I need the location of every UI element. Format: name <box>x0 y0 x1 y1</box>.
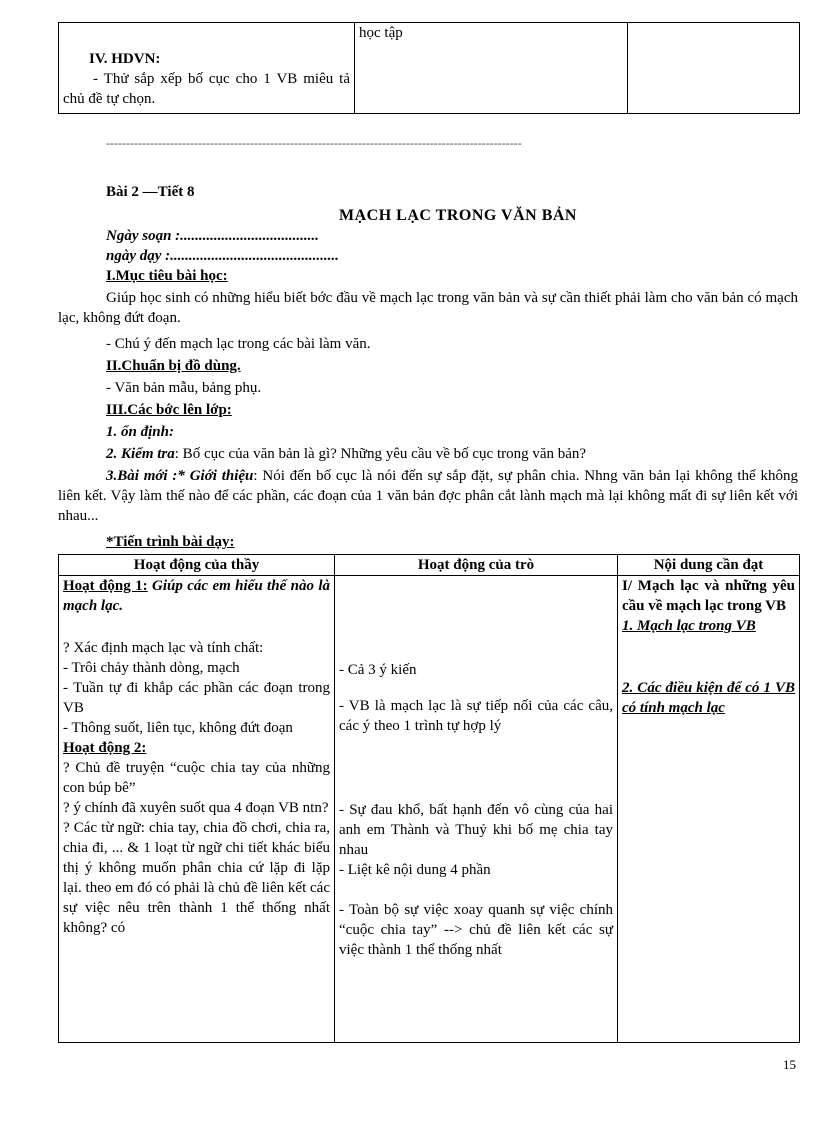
teacher-cell <box>59 576 335 1043</box>
content-subheading-2: 2. Các điều kiện để có 1 VB có tính mạch lạc <box>622 680 795 716</box>
step-2 <box>106 444 586 464</box>
top-table <box>58 22 800 114</box>
teacher-question-3: ? ý chính đã xuyên suốt qua 4 đoạn VB ntn? <box>63 800 329 816</box>
top-col2-cell <box>355 23 628 114</box>
student-response-4: - Liệt kê nội dung 4 phần <box>339 862 491 878</box>
teacher-question-4: ? Các từ ngữ: chia tay, chia đồ chơi, chia ra, chia đi, ... & 1 loạt từ ngữ chi tiết khác biểu thị ý không muốn phân chia cứ lặp đi lặp lại. theo em đó có phải là chủ đề liên kết các sự việc nêu trên thành 1 thể thống nhất không? có <box>63 820 330 936</box>
teacher-answer-3: - Thông suốt, liên tục, không đứt đoạn <box>63 720 293 736</box>
page-title <box>58 206 816 226</box>
student-response-2: - VB là mạch lạc là sự tiếp nối của các câu, các ý theo 1 trình tự hợp lý <box>339 698 613 734</box>
date-prepared: Ngày soạn :..................................... <box>106 228 319 244</box>
teacher-question-1: ? Xác định mạch lạc và tính chất: <box>63 640 264 656</box>
content-subheading-1: 1. Mạch lạc trong VB <box>622 618 756 634</box>
header-teacher: Hoạt động của thầy <box>59 555 335 576</box>
lesson-table <box>58 554 800 1043</box>
activity-1 <box>63 576 330 616</box>
lesson-heading: Bài 2 —Tiết 8 <box>106 184 195 200</box>
activity-1-title: Hoạt động 1: <box>63 578 148 594</box>
prep-heading: II.Chuẩn bị đồ dùng. <box>106 358 241 374</box>
objectives-note: - Chú ý đến mạch lạc trong các bài làm văn. <box>106 336 371 352</box>
hdvn-cell <box>59 23 355 114</box>
table-header-row <box>59 555 800 576</box>
content-cell <box>618 576 800 1043</box>
step-2-label: 2. Kiểm tra <box>106 446 175 462</box>
header-student: Hoạt động của trò <box>335 555 618 576</box>
process-heading: *Tiến trình bài dạy: <box>106 534 235 550</box>
step-3-label: 3.Bài mới :* Giới thiệu <box>106 468 254 484</box>
page-title-text: MẠCH LẠC TRONG VĂN BẢN <box>339 207 577 224</box>
student-response-5: - Toàn bộ sự việc xoay quanh sự việc chính “cuộc chia tay” --> chủ đề liên kết các sự việc thành 1 thể thống nhất <box>339 902 613 958</box>
student-response-3: - Sự đau khổ, bất hạnh đến vô cùng của hai anh em Thành và Thuỷ khi bố mẹ chia tay nhau <box>339 802 613 858</box>
objectives-text: Giúp học sinh có những hiểu biết bớc đầu về mạch lạc trong văn bản và sự cần thiết phải làm cho văn bản có mạch lạc, không đứt đoạn. <box>58 290 798 326</box>
student-response-1: - Cả 3 ý kiến <box>339 662 417 678</box>
top-col2-text: học tập <box>359 25 403 41</box>
prep-text: - Văn bản mẫu, bảng phụ. <box>106 380 262 396</box>
separator-line: -------------------------------------------------------------------------------------------------------- <box>106 136 522 150</box>
step-3 <box>58 466 798 526</box>
teacher-question-2: ? Chủ đề truyện “cuộc chia tay của những con búp bê” <box>63 760 330 796</box>
activity-2-title: Hoạt động 2: <box>63 740 147 756</box>
teacher-answer-1: - Trôi chảy thành dòng, mạch <box>63 660 240 676</box>
steps-heading: III.Các bớc lên lớp: <box>106 402 232 418</box>
top-col3-cell <box>628 23 800 114</box>
table-row <box>59 576 800 1043</box>
page-number: 15 <box>783 1057 796 1072</box>
teacher-answer-2: - Tuần tự đi khắp các phần các đoạn trong VB <box>63 680 330 716</box>
header-content: Nội dung cần đạt <box>618 555 800 576</box>
activity-1-desc: Giúp các em hiểu thế nào là mạch lạc. <box>63 578 331 614</box>
step-1: 1. ổn định: <box>106 424 174 440</box>
step-2-text: : Bố cục của văn bản là gì? Những yêu cầu về bố cục trong văn bản? <box>174 446 587 462</box>
date-taught: ngày dạy :............................................. <box>106 248 339 264</box>
step-3-text: : Nói đến bố cục là nói đến sự sắp đặt, sự phân chia. Nhng văn bản lại không thể không liên kết. Vậy làm thế nào để các phần, các đoạn của 1 văn bản đợc phân cắt lành mạch mà lại không mất đi sự liên kết với nhau... <box>58 468 798 524</box>
student-cell <box>335 576 618 1043</box>
objectives-heading: I.Mục tiêu bài học: <box>106 268 228 284</box>
content-title: I/ Mạch lạc và những yêu cầu về mạch lạc trong VB <box>622 578 795 614</box>
hdvn-task: - Thử sắp xếp bố cục cho 1 VB miêu tả chủ đề tự chọn. <box>63 71 350 107</box>
table-row <box>59 23 800 114</box>
hdvn-title: IV. HDVN: <box>89 51 161 67</box>
